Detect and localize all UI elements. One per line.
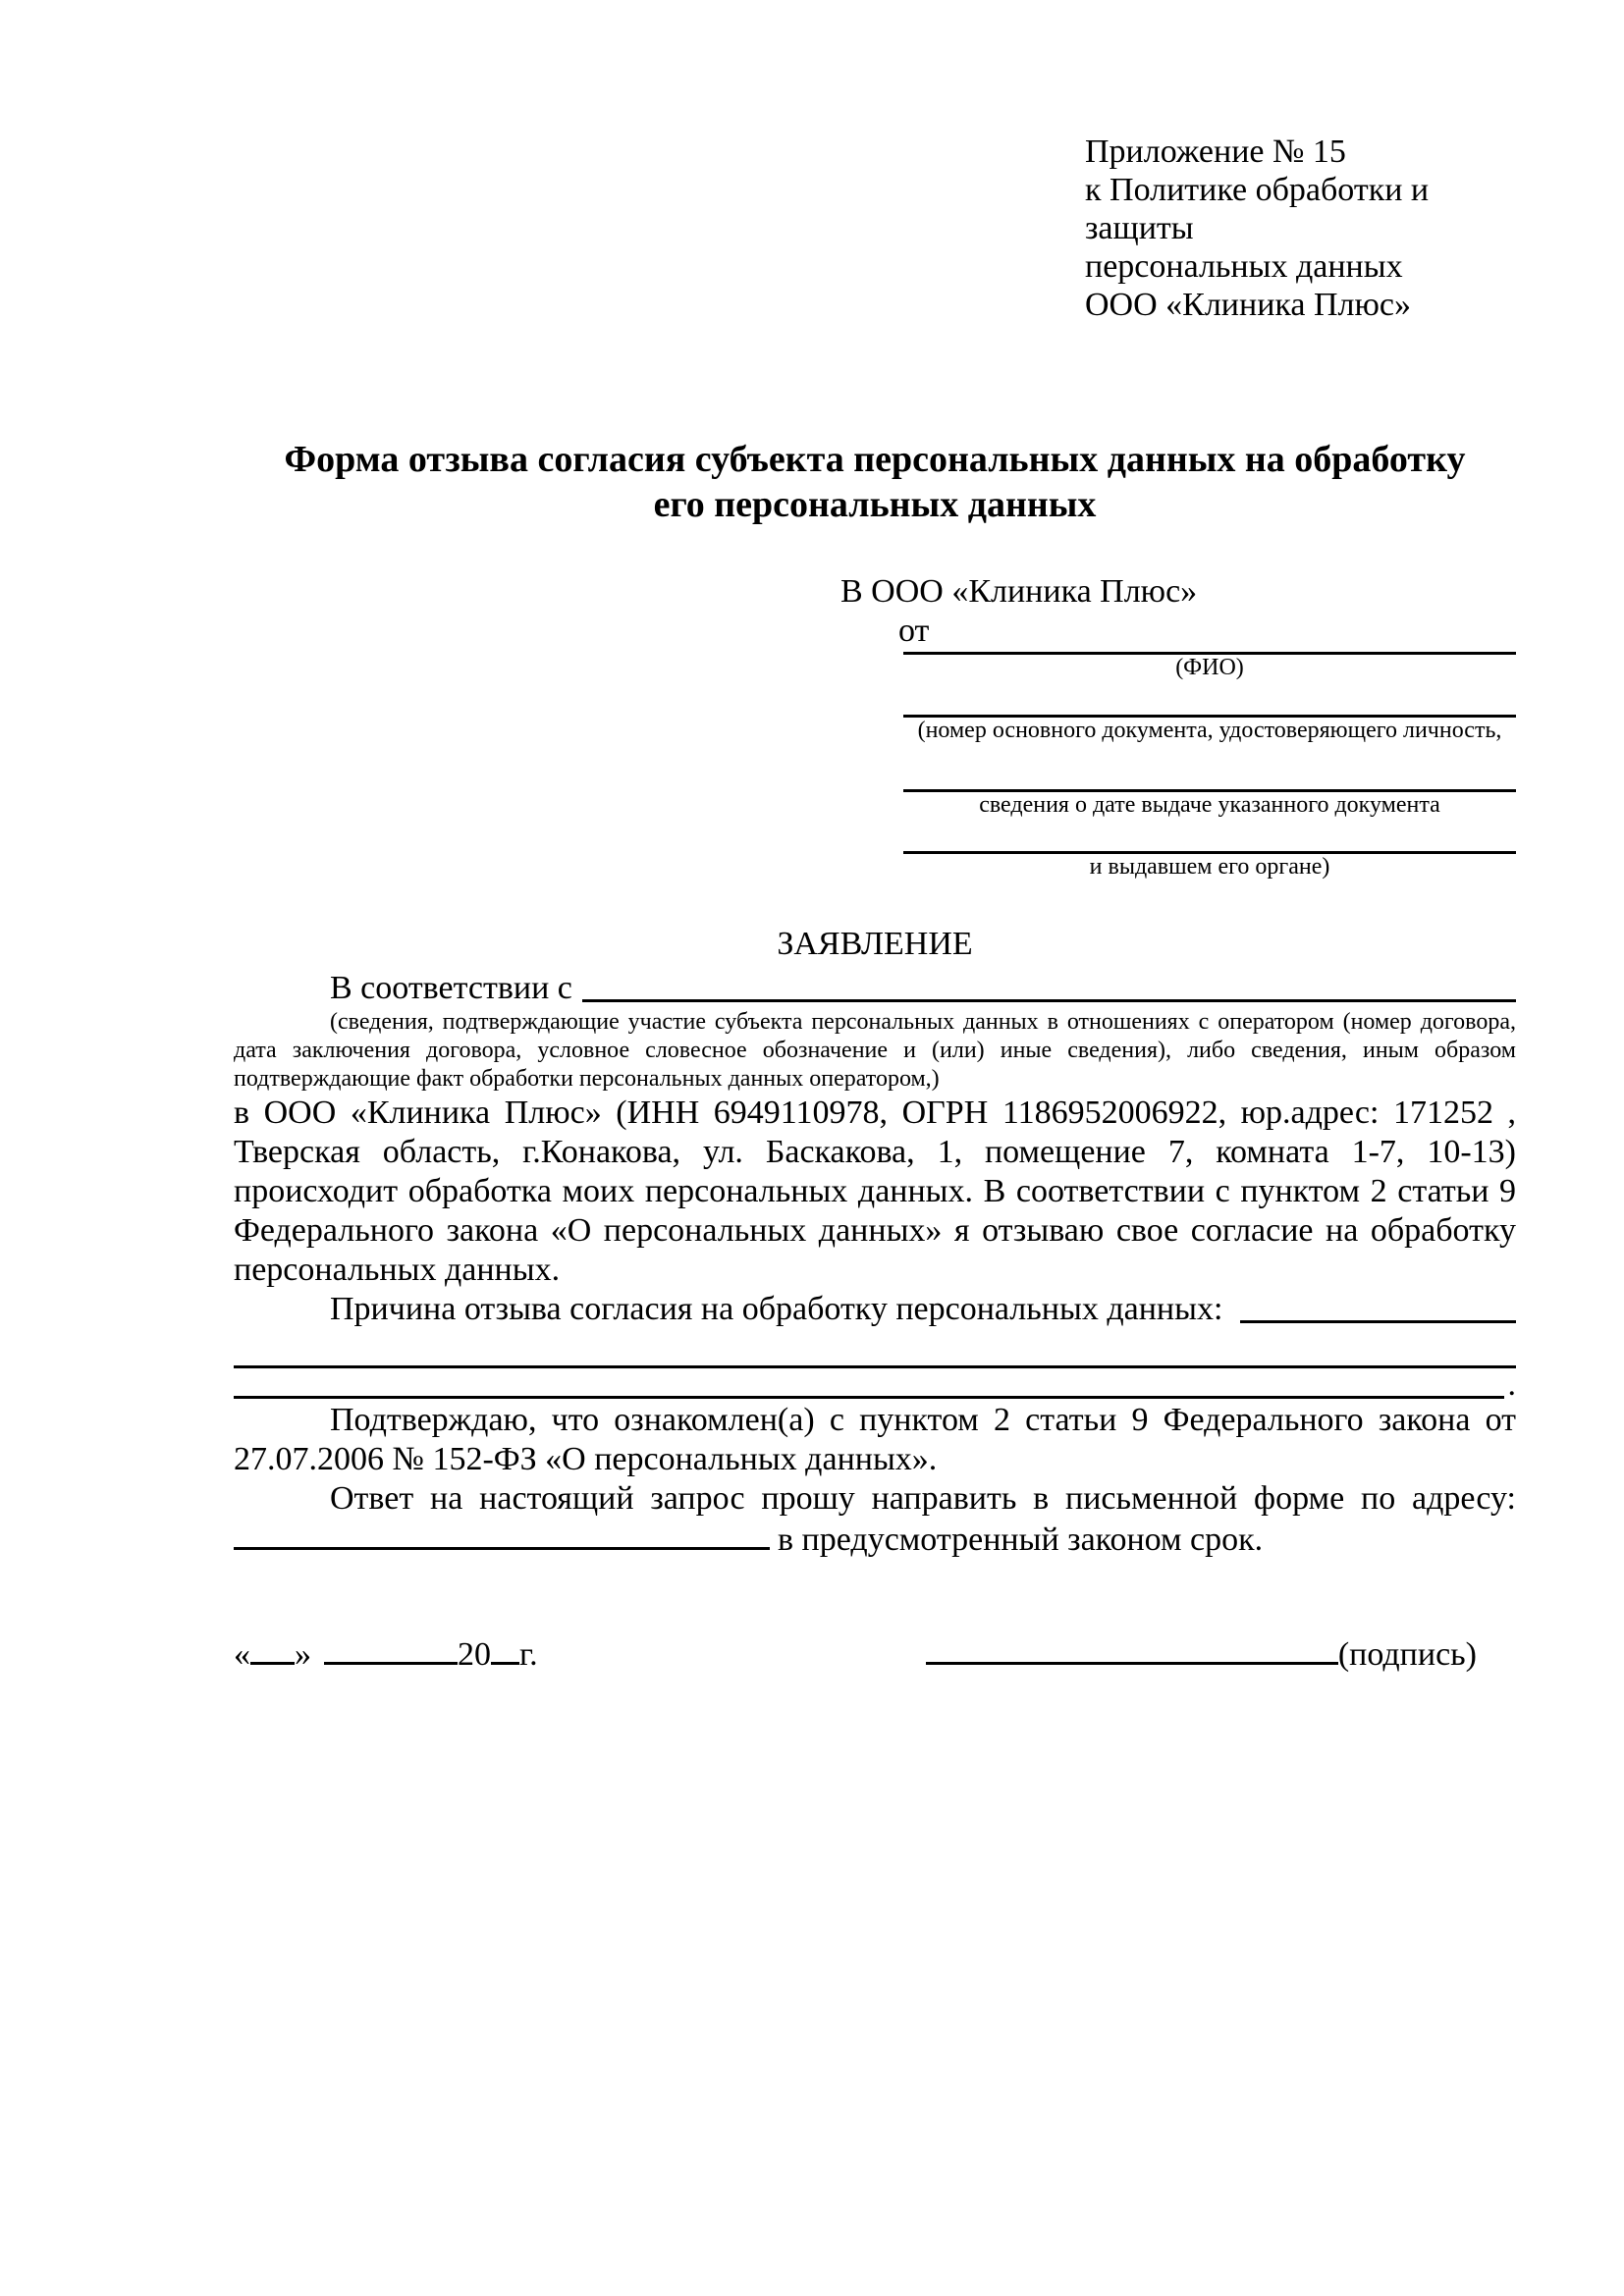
intro-blank-line xyxy=(582,999,1516,1002)
intro-row xyxy=(234,969,1516,1008)
date-group xyxy=(234,1633,538,1675)
statement-body-paragraph: в ООО «Клиника Плюс» (ИНН 6949110978, ОГРН 1186952006922, юр.адрес: 171252 , Тверская область, г.Конакова, ул. Баскакова, 1, помещение 7, комната 1-7, 10-13) происходит обработка моих персональных данных. В соответствии с пунктом 2 статьи 9 Федерального закона «О персональных данных» я отзываю свое согласие на обработку персональных данных. xyxy=(234,1095,1516,1288)
reason-continuation-line-2 xyxy=(234,1368,1516,1401)
date-year-suffix: г. xyxy=(519,1636,538,1673)
appendix-note-line: к Политике обработки и защиты xyxy=(1085,172,1430,246)
signature-group xyxy=(926,1633,1477,1675)
footer-row xyxy=(234,1633,1516,1675)
issuing-authority-caption: и выдавшем его органе) xyxy=(1089,854,1330,880)
signature-blank-line xyxy=(926,1633,1338,1665)
intro-prefix: В соответствии с xyxy=(330,970,572,1006)
recipient-from-label: от xyxy=(898,613,930,649)
reply-address-blank-line xyxy=(234,1519,770,1550)
date-close-quote: » xyxy=(295,1636,311,1673)
reason-blank-line xyxy=(1240,1320,1516,1323)
reason-continuation-line-1 xyxy=(234,1329,1516,1368)
document-title-line-1: Форма отзыва согласия субъекта персональных данных на обработку xyxy=(284,439,1466,480)
date-year-blank xyxy=(491,1633,519,1665)
recipient-block xyxy=(234,572,1516,880)
appendix-note-line: Приложение № 15 xyxy=(1085,133,1346,170)
recipient-to: В ООО «Клиника Плюс» xyxy=(840,573,1198,610)
document-title xyxy=(234,437,1516,527)
reply-request-line: Ответ на настоящий запрос прошу направить в письменной форме по адресу: xyxy=(330,1480,1516,1517)
signature-caption: (подпись) xyxy=(1337,1636,1477,1673)
document-number-blank-line xyxy=(903,680,1516,718)
fio-caption: (ФИО) xyxy=(1175,655,1244,680)
issue-date-blank-line xyxy=(903,743,1516,792)
reply-tail: в предусмотренный законом срок. xyxy=(778,1522,1264,1558)
document-title-line-2: его персональных данных xyxy=(653,484,1097,525)
appendix-note xyxy=(1085,133,1516,324)
confirmation-paragraph: Подтверждаю, что ознакомлен(а) с пунктом 2 статьи 9 Федерального закона от 27.07.2006 № 152-ФЗ «О персональных данных». xyxy=(234,1402,1516,1477)
reason-line-period: . xyxy=(1507,1366,1516,1403)
document-number-caption: (номер основного документа, удостоверяющего личность, xyxy=(917,718,1502,743)
appendix-note-line: персональных данных xyxy=(1085,248,1403,285)
statement-heading: ЗАЯВЛЕНИЕ xyxy=(777,926,973,962)
date-year-prefix: 20 xyxy=(458,1636,491,1673)
issue-date-caption: сведения о дате выдаче указанного документа xyxy=(979,792,1440,818)
reason-prefix: Причина отзыва согласия на обработку персональных данных: xyxy=(330,1291,1223,1327)
date-open-quote: « xyxy=(234,1636,250,1673)
reason-continuation-blank xyxy=(234,1396,1504,1399)
issuing-authority-blank-line xyxy=(903,818,1516,854)
date-month-blank xyxy=(324,1633,458,1665)
recipient-blanks xyxy=(903,651,1516,880)
reply-address-row xyxy=(234,1519,1516,1560)
reason-row xyxy=(234,1290,1516,1329)
appendix-note-line: ООО «Клиника Плюс» xyxy=(1085,287,1411,323)
date-day-blank xyxy=(250,1633,295,1665)
intro-footnote: (сведения, подтверждающие участие субъекта персональных данных в отношениях с оператором (номер договора, дата заключения договора, условное словесное обозначение и (или) иные сведения), либо сведения, иным образом подтверждающие факт обработки персональных данных оператором,) xyxy=(234,1009,1516,1092)
